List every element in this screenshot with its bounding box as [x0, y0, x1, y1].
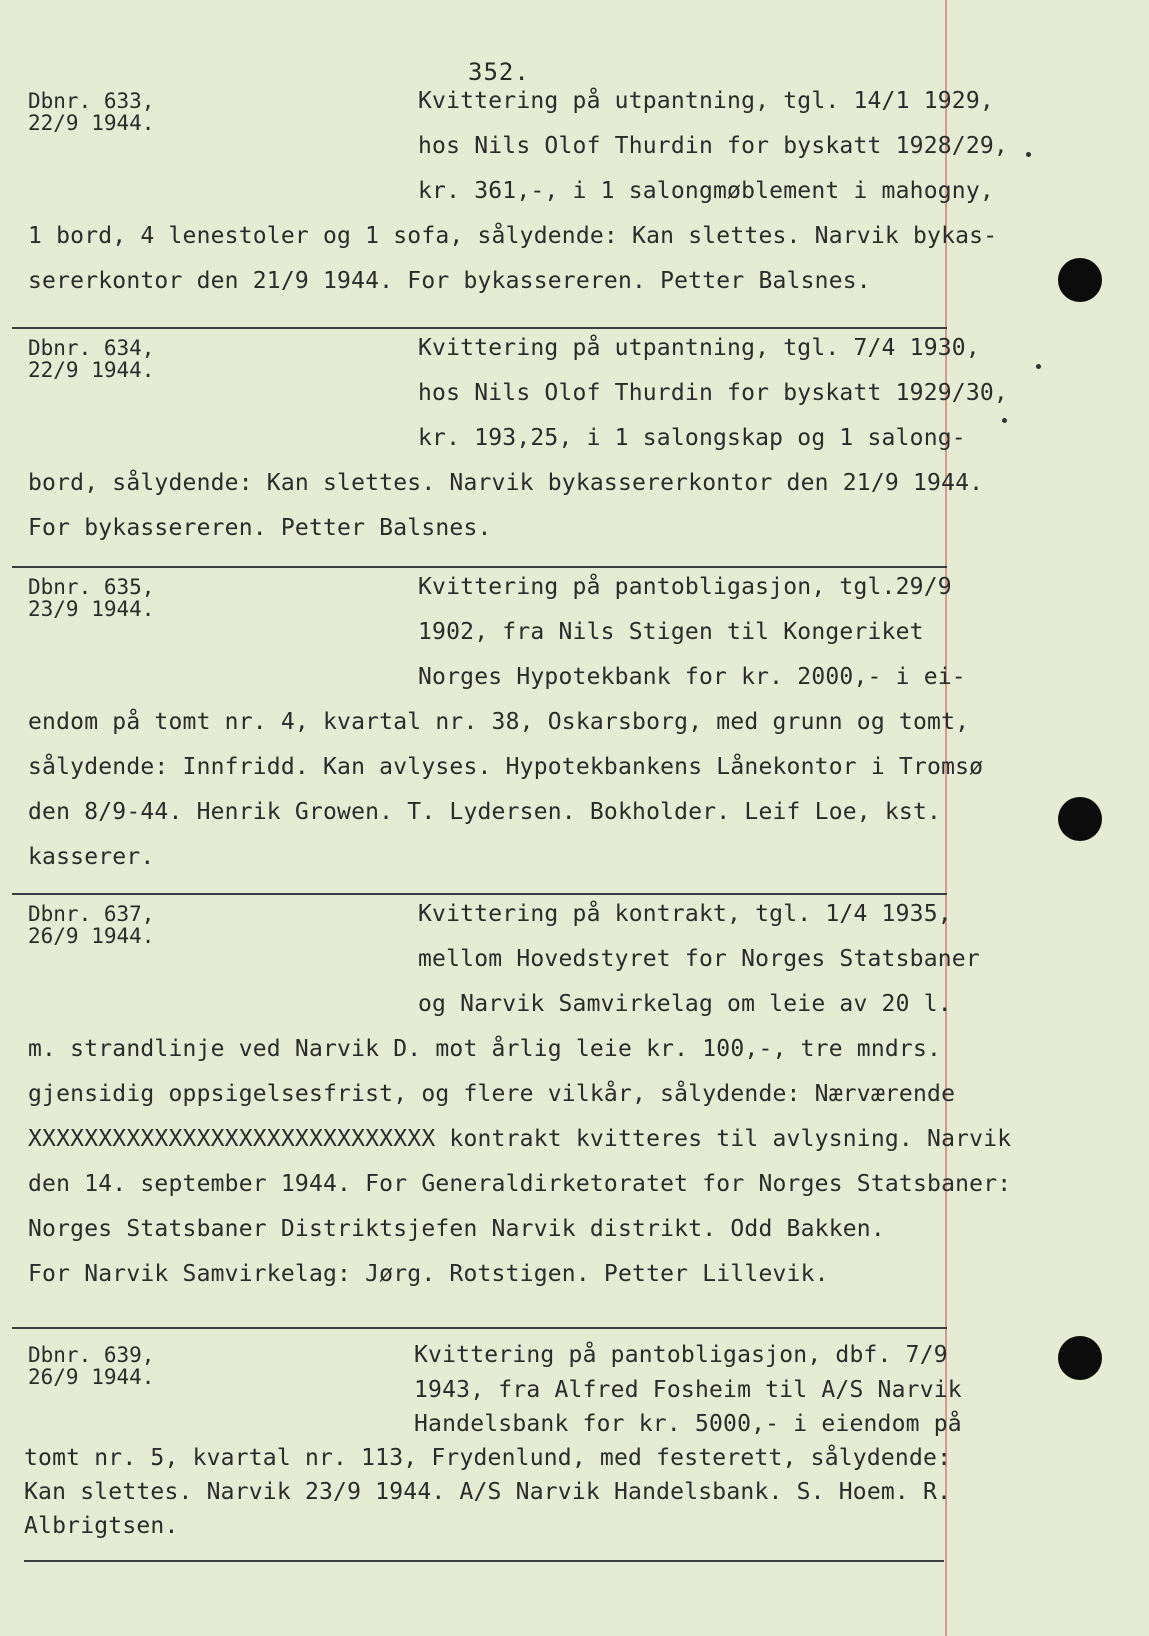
entry-line: Norges Hypotekbank for kr. 2000,- i ei- — [418, 664, 966, 690]
entry-line: hos Nils Olof Thurdin for byskatt 1928/29, — [418, 133, 1008, 159]
entry-line: Kvittering på utpantning, tgl. 14/1 1929, — [418, 88, 994, 114]
entry-line: Albrigtsen. — [24, 1513, 179, 1539]
speck — [1026, 152, 1031, 157]
page-number: 352. — [468, 58, 530, 86]
entry-separator — [12, 327, 947, 329]
entry-line: kr. 193,25, i 1 salongskap og 1 salong- — [418, 425, 966, 451]
ref-number: Dbnr. 639, — [28, 1343, 155, 1367]
punch-hole — [1058, 258, 1102, 302]
ref-number: Dbnr. 635, — [28, 575, 155, 599]
entry-ref — [28, 1344, 154, 1388]
entry-line: m. strandlinje ved Narvik D. mot årlig leie kr. 100,-, tre mndrs. — [28, 1036, 942, 1062]
entry-line: den 8/9-44. Henrik Growen. T. Lydersen. Bokholder. Leif Loe, kst. — [28, 799, 942, 825]
speck — [1002, 418, 1007, 423]
entry-ref — [28, 337, 154, 381]
entry-line: Norges Statsbaner Distriktsjefen Narvik distrikt. Odd Bakken. — [28, 1216, 885, 1242]
entry-line: 1 bord, 4 lenestoler og 1 sofa, sålydende: Kan slettes. Narvik bykas- — [28, 223, 998, 249]
entry-line: 1943, fra Alfred Fosheim til A/S Narvik — [414, 1377, 962, 1403]
entry-ref — [28, 90, 154, 134]
entry-line: gjensidig oppsigelsesfrist, og flere vilkår, sålydende: Nærværende — [28, 1081, 956, 1107]
entry-line: Kvittering på pantobligasjon, dbf. 7/9 — [414, 1342, 948, 1368]
entry-separator — [12, 566, 947, 568]
entry-separator — [24, 1560, 944, 1562]
entry-line: sålydende: Innfridd. Kan avlyses. Hypotekbankens Lånekontor i Tromsø — [28, 754, 984, 780]
entry-line: kr. 361,-, i 1 salongmøblement i mahogny, — [418, 178, 994, 204]
entry-separator — [12, 1327, 947, 1329]
entry-line: mellom Hovedstyret for Norges Statsbaner — [418, 946, 980, 972]
entry-line: tomt nr. 5, kvartal nr. 113, Frydenlund, med festerett, sålydende: — [24, 1445, 952, 1471]
entry-line: For Narvik Samvirkelag: Jørg. Rotstigen. Petter Lillevik. — [28, 1261, 829, 1287]
entry-ref — [28, 903, 154, 947]
entry-line: Kvittering på pantobligasjon, tgl.29/9 — [418, 574, 952, 600]
entry-line: kasserer. — [28, 844, 155, 870]
ref-number: Dbnr. 633, — [28, 89, 155, 113]
punch-hole — [1058, 797, 1102, 841]
entry-line: hos Nils Olof Thurdin for byskatt 1929/30, — [418, 380, 1008, 406]
entry-line: og Narvik Samvirkelag om leie av 20 l. — [418, 991, 952, 1017]
entry-line: XXXXXXXXXXXXXXXXXXXXXXXXXXXXX kontrakt kvitteres til avlysning. Narvik — [28, 1126, 1012, 1152]
ref-number: Dbnr. 634, — [28, 336, 155, 360]
speck — [1036, 364, 1041, 369]
ref-date: 22/9 1944. — [28, 111, 155, 135]
entry-line: Kvittering på utpantning, tgl. 7/4 1930, — [418, 335, 980, 361]
entry-line: Handelsbank for kr. 5000,- i eiendom på — [414, 1411, 962, 1437]
entry-line: Kan slettes. Narvik 23/9 1944. A/S Narvik Handelsbank. S. Hoem. R. — [24, 1479, 952, 1505]
entry-line: bord, sålydende: Kan slettes. Narvik bykassererkontor den 21/9 1944. — [28, 470, 984, 496]
entry-line: Kvittering på kontrakt, tgl. 1/4 1935, — [418, 901, 952, 927]
ref-date: 23/9 1944. — [28, 597, 155, 621]
entry-line: endom på tomt nr. 4, kvartal nr. 38, Oskarsborg, med grunn og tomt, — [28, 709, 970, 735]
punch-hole — [1058, 1336, 1102, 1380]
entry-line: For bykassereren. Petter Balsnes. — [28, 515, 492, 541]
entry-line: den 14. september 1944. For Generaldirketoratet for Norges Statsbaner: — [28, 1171, 1012, 1197]
ref-number: Dbnr. 637, — [28, 902, 155, 926]
entry-line: 1902, fra Nils Stigen til Kongeriket — [418, 619, 924, 645]
entry-ref — [28, 576, 154, 620]
ref-date: 22/9 1944. — [28, 358, 155, 382]
entry-separator — [12, 893, 947, 895]
ref-date: 26/9 1944. — [28, 1365, 155, 1389]
entry-line: sererkontor den 21/9 1944. For bykassereren. Petter Balsnes. — [28, 268, 871, 294]
ref-date: 26/9 1944. — [28, 924, 155, 948]
